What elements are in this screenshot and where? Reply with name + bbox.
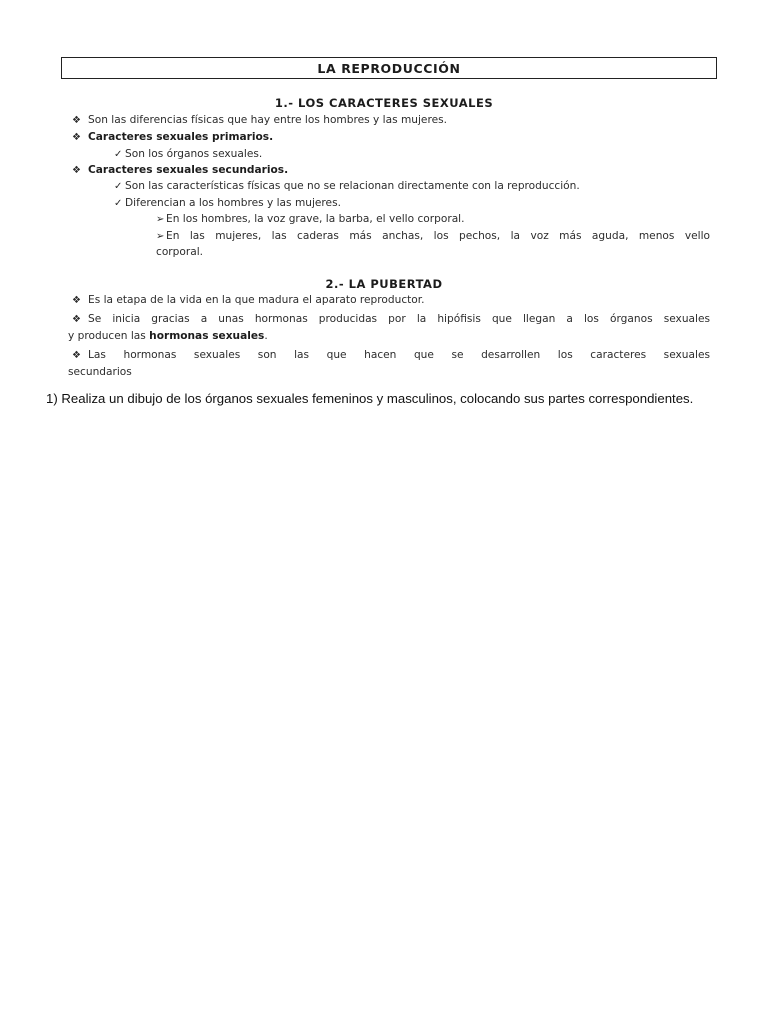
s2-bullet-2-line-2: y producen las hormonas sexuales. <box>68 330 268 342</box>
s1-arrow-2-line-1: ➢ En las mujeres, las caderas más anchas, los pechos, la voz más aguda, menos vello <box>156 230 710 242</box>
s1-bullet-1: ❖ Son las diferencias físicas que hay entre los hombres y las mujeres. <box>72 114 447 126</box>
title-box <box>61 57 717 79</box>
checkmark-icon: ✓ <box>114 149 123 160</box>
s1-arrow-1: ➢ En los hombres, la voz grave, la barba, el vello corporal. <box>156 213 465 225</box>
s1-bullet-3-check-2: ✓ Diferencian a los hombres y las mujeres. <box>114 197 341 209</box>
s2-bullet-1: ❖ Es la etapa de la vida en la que madura el aparato reproductor. <box>72 294 425 306</box>
page-title: LA REPRODUCCIÓN <box>317 60 461 76</box>
question-1: 1) Realiza un dibujo de los órganos sexuales femeninos y masculinos, colocando sus partes correspondientes. <box>46 391 694 406</box>
section-2-heading: 2.- LA PUBERTAD <box>325 277 443 291</box>
s1-bullet-2-check: ✓ Son los órganos sexuales. <box>114 148 263 160</box>
diamond-bullet-icon: ❖ <box>72 314 81 325</box>
checkmark-icon: ✓ <box>114 198 123 209</box>
diamond-bullet-icon: ❖ <box>72 350 81 361</box>
s2-bullet-3-line-1: ❖ Las hormonas sexuales son las que hacen que se desarrollen los caracteres sexuales <box>72 349 710 361</box>
s2-bullet-2-line-1: ❖ Se inicia gracias a unas hormonas producidas por la hipófisis que llegan a los órganos sexuales <box>72 313 710 325</box>
diamond-bullet-icon: ❖ <box>72 295 81 306</box>
hormonas-sexuales-emphasis: hormonas sexuales <box>149 330 265 342</box>
s2-bullet-3-line-2: secundarios <box>68 366 132 378</box>
s1-bullet-2: ❖ Caracteres sexuales primarios. <box>72 131 274 143</box>
arrow-bullet-icon: ➢ <box>156 214 165 225</box>
section-1-heading: 1.- LOS CARACTERES SEXUALES <box>274 96 494 110</box>
checkmark-icon: ✓ <box>114 181 123 192</box>
diamond-bullet-icon: ❖ <box>72 115 81 126</box>
s1-arrow-2-line-2: corporal. <box>156 246 204 258</box>
diamond-bullet-icon: ❖ <box>72 165 81 176</box>
s1-bullet-3: ❖ Caracteres sexuales secundarios. <box>72 164 289 176</box>
s1-bullet-3-check-1: ✓ Son las características físicas que no se relacionan directamente con la reproducción. <box>114 180 580 192</box>
arrow-bullet-icon: ➢ <box>156 231 165 242</box>
diamond-bullet-icon: ❖ <box>72 132 81 143</box>
